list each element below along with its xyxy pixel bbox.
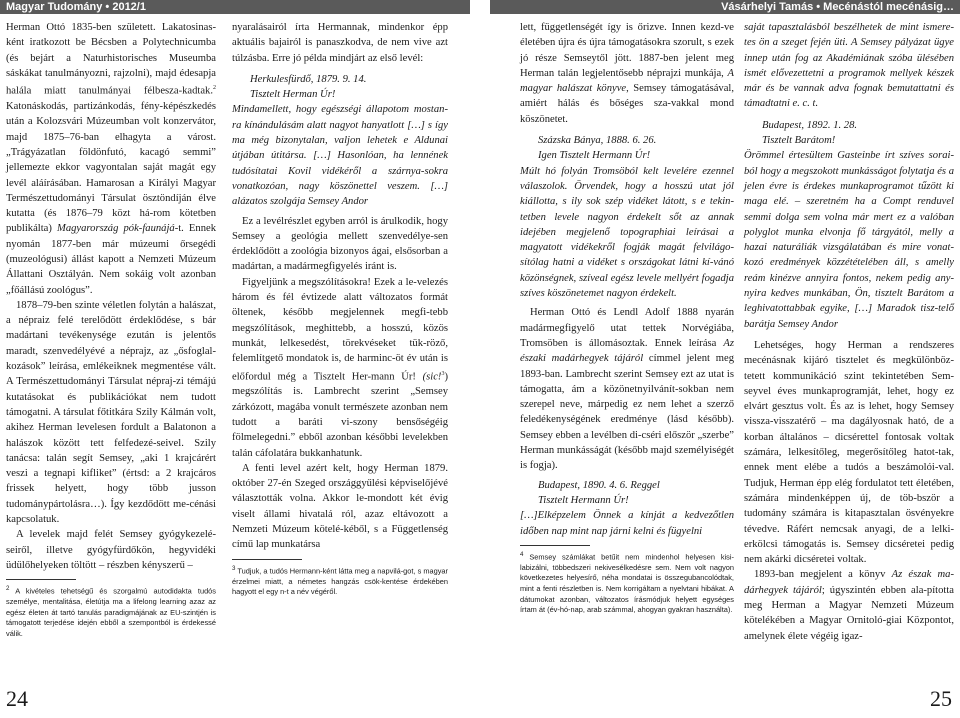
letter-body: Múlt hó folyán Tromsöból kelt levelére ezennel válaszolok. Örvendek, hogy a hosszú utat jól kiállotta, s ily sok szép vidéket látott, s e tekin-tetben levele nagyon érdekelt sőt az annak idejében megjelenő topographiai leírásai a magyatott vidékekről fogják magát felvilágo-sítólag hatni a vidéket s országokat látni kí-vánó közönségnek, szíveal egész levele mellyért fogadja szíves köszönetemet nagyon érdekelt. — [520, 165, 734, 300]
paragraph: 1878–79-ben szinte véletlen folytán a halászat, a népraiz felé terelődött érdeklődése, s bár madártani tevékenysége ezután is jelentős maradt, szenvedélyévé a néprajz, az „ősfoglal-kozások” leírása, emlékeiknek megmentése vált. A Természettudományi Társulat népraj-zi témájú kutatásokat és publikációkat nem tudott támogatni. A társulat főtitkára Szily Kálmán volt, akihez Herman levelesen fordult a Balatonon a halászok között tett felfedezé-seivel. Szily tanácsa: talán segít Semsey, „aki 1 krajcárért veszi a tegnapi kifliket” (értsd: a 2 krajcáros frissek helyett, hogy több jusson tudománypártolásra…). Így kezdődött me-cénási kapcsolatuk. — [6, 299, 216, 526]
letter-body: […]Elképzelem Önnek a kínját a kedvezőtlen időben nap mint nap járni kelni és fügyelni — [520, 510, 734, 537]
letter-dateline: Budapest, 1892. 1. 28. — [762, 119, 858, 131]
footnote-rule — [232, 559, 302, 560]
paragraph: Ez a levélrészlet egyben arról is árulkodik, hogy Semsey a geológia mellett szenvedélye-sen érdeklődött a zoológia bizonyos ágai, elsősorban a madártan, a madármegfigyelés iránt is. — [232, 215, 448, 273]
column-2 — [232, 20, 448, 598]
letter-salutation: Igen Tisztelt Hermann Úr! — [538, 150, 651, 162]
letter-body: saját tapasztalásból beszélhetek de mint ismere-tes ön a szeget fején üti. A Semsey pályázat ügye innep után fog az Akadémiának szóba ülésében ismét elővezettetni a programok mellyek készek már és be vannak adva fognak bemutattatni és támadtatni e. c. t. — [744, 22, 954, 110]
column-4 — [744, 20, 954, 644]
letter-dateline: Herkulesfürdő, 1879. 9. 14. — [250, 73, 367, 85]
letter-body: Mindamellett, hogy egészségi állapotom mostan-ra kínándulásám alatt nagyot hanyatlott […] s így ma még bizonytalan, valjon lehetek e Aldunai útjában útitársa. […] Hasonlóan, ha lennének tudósítatai Kovil vidékéről a szárnya-sokra vonatkozóan, nagy köszönettel veszem. […] alázatos szolgája Semsey Andor — [232, 104, 448, 208]
letter-salutation: Tisztelt Barátom! — [762, 135, 836, 147]
letter-salutation: Tisztelt Herman Úr! — [250, 89, 336, 101]
paragraph: 1893-ban megjelent a könyv Az észak ma-dárhegyek tájáról; úgyszintén ebben ala-pította meg Herman a Magyar Nemzeti Múzeum kötelékében a Magyar Ornitoló-giai Központot, amelynek élete végéig igaz- — [744, 569, 955, 642]
paragraph: Figyeljünk a megszólításokra! Ezek a le-velezés három és fél évtizede alatt változatos formát öltenek, később megjelennek megfi-tebb megszólítások, meghittebb, a hosszú, közös munkát, lelkesedést, törekvéseket tük-röző, felemlítgető mondatok is, de harminc-öt év után is előfordul még a Tisztelt Her-mann Úr! (sic!$^3$) megszólítás is. Lambrecht szerint „Semsey zárkózott, magába vonult természete azonban nem tudott a baráti vi-szony bensőségéig fölmelegedni.” ebből azonban későbbi levelekben talán cáfolatára bukkanhatunk. — [232, 276, 448, 459]
paragraph: lett, függetlenségét így is őrizve. Innen kezd-ve életében újra és újra támogatásokra szorult, s ezek jó része Semseytől jött. 1887-ben jelent meg Herman talán legjelentősebb néprajzi munkája, A magyar halászat könyve, Semsey támogatásával, amiért hálás és bőséges sza-vakkal mond köszönetet. — [520, 22, 734, 125]
letter-body: Örömmel értesültem Gasteinbe írt szíves sorai-ból hogy a megszokott munkásságot folytatja és a jelen évre is érdekes munkaprogramot tűzött ki maga elé. – szeretném ha a Compt renduvel semmi dolga sem volna már mert ez a valóban polyglot munka elvonja fő tárgyától, melly a hazai naturáliák vizsgálatában és mire vonat-kozó eredmények közzétételében áll, s amelly reám kinézve annyira fontos, nekem pedig any-nyira kedves munkában, Ön, tisztelt Barátom a leghivatottabbak egyike, […] Maradok tisz-telő barátja Semsey Andor — [744, 150, 954, 330]
paragraph: Lehetséges, hogy Herman a rendszeres mecénásnak kijáró tisztelet és megkülönböz-tetett kommunikáció szint tekintetében Sem-seyvel éves munkaprogramját, lehet, hogy ez elvárt gesztus volt. És az is lehet, hogy Semsey vissza-visszatérő – ma dagályosnak ható, de a korban általános – dicsérettel fontosak voltak számára, lelkesítőleg, megerősítőleg hatot-tak, ennek ment elébe a tudós a beszámolói-val. Tudjuk, Herman épp elég fordulatot tett életében, számára mindenképpen új, de töb-bször a tudomány számára is kitapasztalan ösvényekre tévedve. Ráfért nemcsak anyagi, de a lelki-erkölcsi támogatás is. Semsey dicséretei pedig nem akárki dicséretei voltak. — [744, 339, 954, 566]
letter-dateline: Százska Bánya, 1888. 6. 26. — [538, 135, 657, 147]
running-header-left: Magyar Tudomány • 2012/1 — [0, 0, 470, 14]
footnote: $^3$ Tudjuk, a tudós Hermann-ként látta meg a napvilá-got, s magyar érzelmei miatt, a németes hangzás csök-kentése érdekében hagyott el egy n-t a név végéről. — [232, 564, 448, 597]
column-1 — [6, 20, 216, 640]
page-number-left: 24 — [6, 686, 28, 711]
paragraph: A levelek majd felét Semsey gyógykezelé-seiről, illetve gyógyfürdőkön, hegyvidéki üdülőhelyeken töltött – részben kényszerű – — [6, 529, 216, 571]
paragraph: nyaralásairól írta Hermannak, mindenkor épp aktuális bajairól is panaszkodva, de nem vive azt túlzásba. Erre jó példa mindjárt az első levél: — [232, 22, 448, 64]
paragraph: Herman Ottó és Lendl Adolf 1888 nyarán madármegfigyelő utat tettek Norvégiába, Tromsöben is állomásoztak. Ennek leírása Az északi madárhegyek tájáról címmel jelent meg 1893-ban. Lambrecht szerint Semsey ezt az utat is támogatta, ám a közönetnyilvánít-sokban nem szerepel neve, márpedig ez nem lehet a szerző feledékenységének eredménye (lásd később). Semsey ebben a levélben di-cséri először „szerbe” Herman munkásságát (később majd személyiségét is fogja). — [520, 307, 734, 472]
column-3 — [520, 20, 734, 616]
footnote: $^4$ Semsey számlákat betűit nem mindenhol helyesen kisi-labizálni, többedszeri nekivesélkedésre sem. Nem volt nagyon következetes helyesírő, néha mondatai is összegubancolódtak, mint a fenti részletben is. Nem korrigáltam a nyelvtani hibákat. A dátumokat azonban, változatos írásmódjuk helyett egységes írtam át (év-hó-nap, arab számmal, ahogyan gyakran használta). — [520, 550, 734, 615]
letter-salutation: Tisztelt Hermann Úr! — [538, 494, 629, 506]
letter-dateline: Budapest, 1890. 4. 6. Reggel — [538, 479, 660, 491]
footnote: $^2$ A kivételes tehetségű és szorgalmú autodidakta tudós személye, mentalitása, életútja ma a lifelong learning azaz az egész életen át tartó tanulás paradigmájának az EU-szintjén is támogatott terjedése idején ebből a szempontból is érdekessé válik. — [6, 585, 216, 639]
paragraph: A fenti level azért kelt, hogy Herman 1879. október 27-én Szeged országgyűlési képviselőjévé választották volna. Akkor le-mondott két évig viselt állami hivatalá ról, azaz eltávozott a Nemzeti Múzeum kötelé-kéből, s a Függetlenség című lap munkatársa — [232, 462, 448, 551]
paragraph: Herman Ottó 1835-ben született. Lakatosinas-ként iratkozott be Bécsben a Polytechnicumba (és bejárt a Naturhistorisches Museumba sáskákat tanulmányozni, rajzolni), majd édesapja halála miatt tanulmányai félbesza-kadtak.$^2$ Katonáskodás, partizánkodás, fény-képészkedés után a Kolozsvári Múzeumban volt konzervátor, majd 1875–76-ban elhagyta a várost. „Trágyázatlan földönfutó, kacagó semmi” jellemezte ekkor vagyontalan saját magát egy levél aláírásában. Hamarosan a Királyi Magyar Természettudományi Társulat ösztöndíján élve kutatta (és 1876–79 közt há-rom kötetben publikálta) Magyarország pók-faunájá-t. Ennek nyomán 1877-ben már múzeumi őrsegédi (muzeológusi) állást kapott a Nemzeti Múzeum Állattani Osztályán. Nem sokáig volt azonban „főállású zoológus”. — [6, 22, 216, 296]
running-header-right: Vásárhelyi Tamás • Mecénástól mecénásig… — [490, 0, 960, 14]
footnote-rule — [520, 545, 590, 546]
footnote-rule — [6, 579, 76, 580]
page-number-right: 25 — [930, 686, 952, 711]
